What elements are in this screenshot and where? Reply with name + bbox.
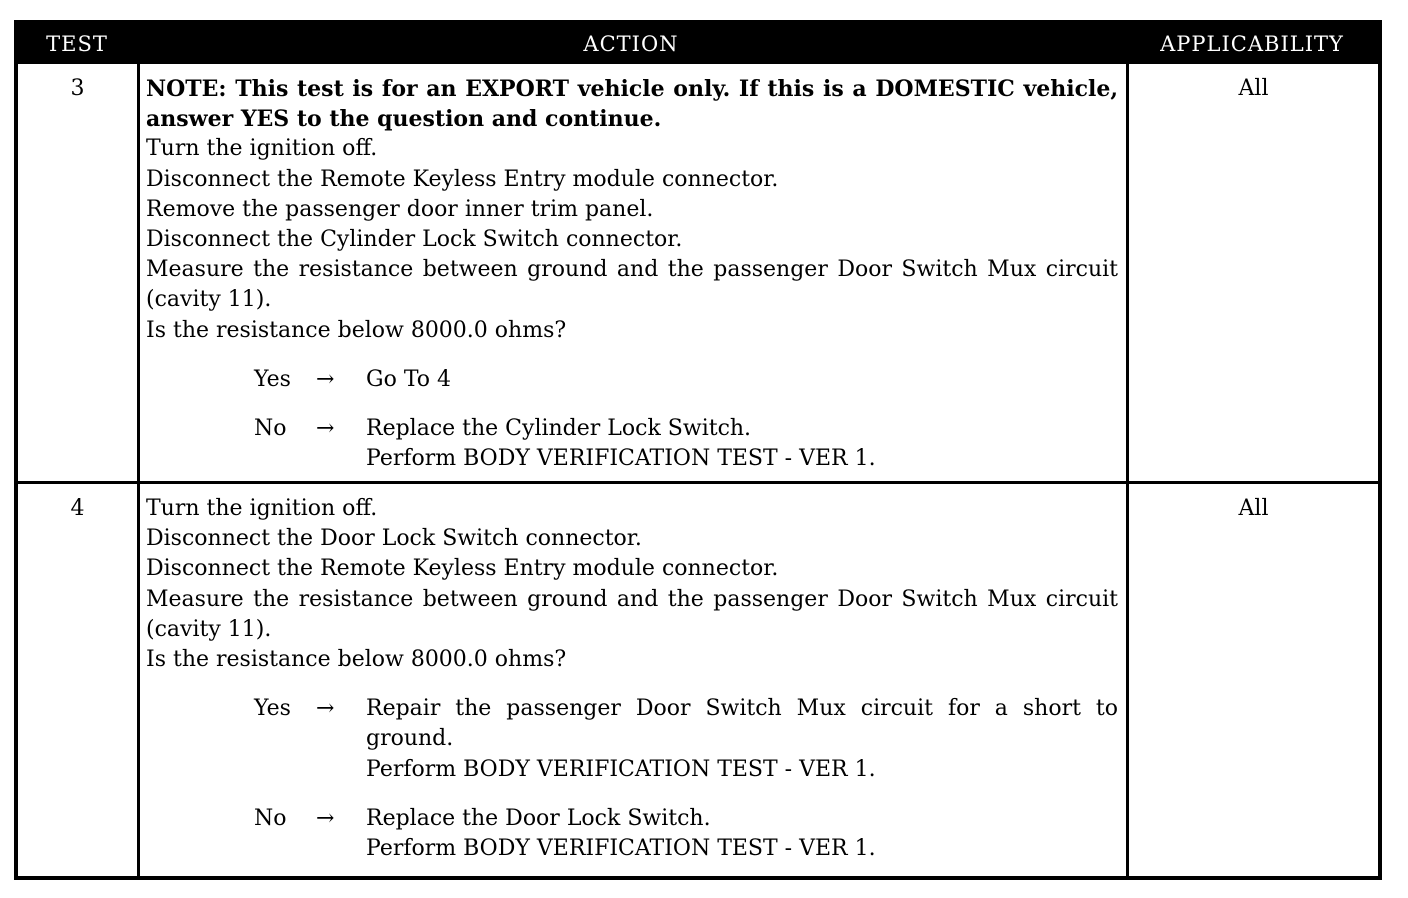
action-step: Disconnect the Remote Keyless Entry module connector. bbox=[146, 556, 779, 582]
action-step: Measure the resistance between ground and the passenger Door Switch Mux circuit (cavity 11). bbox=[146, 586, 1118, 642]
result-line: Replace the Door Lock Switch. bbox=[366, 805, 711, 831]
action-step: Is the resistance below 8000.0 ohms? bbox=[146, 647, 567, 673]
result-line: Perform BODY VERIFICATION TEST - VER 1. bbox=[366, 756, 876, 782]
table-row bbox=[18, 64, 1378, 481]
yes-label: Yes bbox=[254, 366, 291, 392]
yes-outcome bbox=[146, 365, 1118, 395]
arrow-right-icon: → bbox=[316, 696, 335, 722]
yes-result bbox=[366, 694, 1118, 785]
test-number: 4 bbox=[70, 496, 85, 521]
applicability-value: All bbox=[1238, 496, 1269, 521]
arrow-right-icon: → bbox=[316, 805, 335, 831]
action-cell bbox=[146, 494, 1118, 864]
test-number: 3 bbox=[70, 76, 85, 101]
test-note: NOTE: This test is for an EXPORT vehicle only. If this is a DOMESTIC vehicle, answer YES to the question and continue. bbox=[146, 76, 1118, 133]
yes-outcome bbox=[146, 694, 1118, 785]
table-header bbox=[18, 24, 1378, 64]
result-line: Replace the Cylinder Lock Switch. bbox=[366, 416, 752, 442]
no-label: No bbox=[254, 805, 287, 831]
action-step: Disconnect the Door Lock Switch connector. bbox=[146, 526, 642, 552]
action-step: Is the resistance below 8000.0 ohms? bbox=[146, 317, 567, 343]
action-step: Turn the ignition off. bbox=[146, 496, 378, 521]
arrow-right-icon: → bbox=[316, 366, 335, 392]
no-outcome bbox=[146, 804, 1118, 864]
action-step: Disconnect the Remote Keyless Entry module connector. bbox=[146, 166, 779, 192]
result-line: Repair the passenger Door Switch Mux circuit for a short to ground. bbox=[366, 696, 1118, 752]
action-step: Measure the resistance between ground and the passenger Door Switch Mux circuit (cavity 11). bbox=[146, 257, 1118, 313]
yes-result bbox=[366, 365, 1118, 395]
result-line: Perform BODY VERIFICATION TEST - VER 1. bbox=[366, 836, 876, 862]
diagnostic-test-table bbox=[14, 20, 1382, 880]
no-result bbox=[366, 804, 1118, 864]
header-test: TEST bbox=[46, 32, 108, 56]
result-line: Perform BODY VERIFICATION TEST - VER 1. bbox=[366, 446, 876, 472]
action-cell bbox=[146, 74, 1118, 474]
header-action: ACTION bbox=[583, 32, 679, 56]
result-line: Go To 4 bbox=[366, 366, 452, 392]
action-step: Disconnect the Cylinder Lock Switch connector. bbox=[146, 227, 683, 253]
action-step: Remove the passenger door inner trim panel. bbox=[146, 196, 654, 222]
table-row bbox=[18, 484, 1378, 880]
action-step: Turn the ignition off. bbox=[146, 136, 378, 162]
arrow-right-icon: → bbox=[316, 416, 335, 442]
header-applicability: APPLICABILITY bbox=[1160, 32, 1344, 56]
applicability-value: All bbox=[1238, 76, 1269, 101]
no-label: No bbox=[254, 416, 287, 442]
no-outcome bbox=[146, 414, 1118, 474]
no-result bbox=[366, 414, 1118, 474]
yes-label: Yes bbox=[254, 696, 291, 722]
